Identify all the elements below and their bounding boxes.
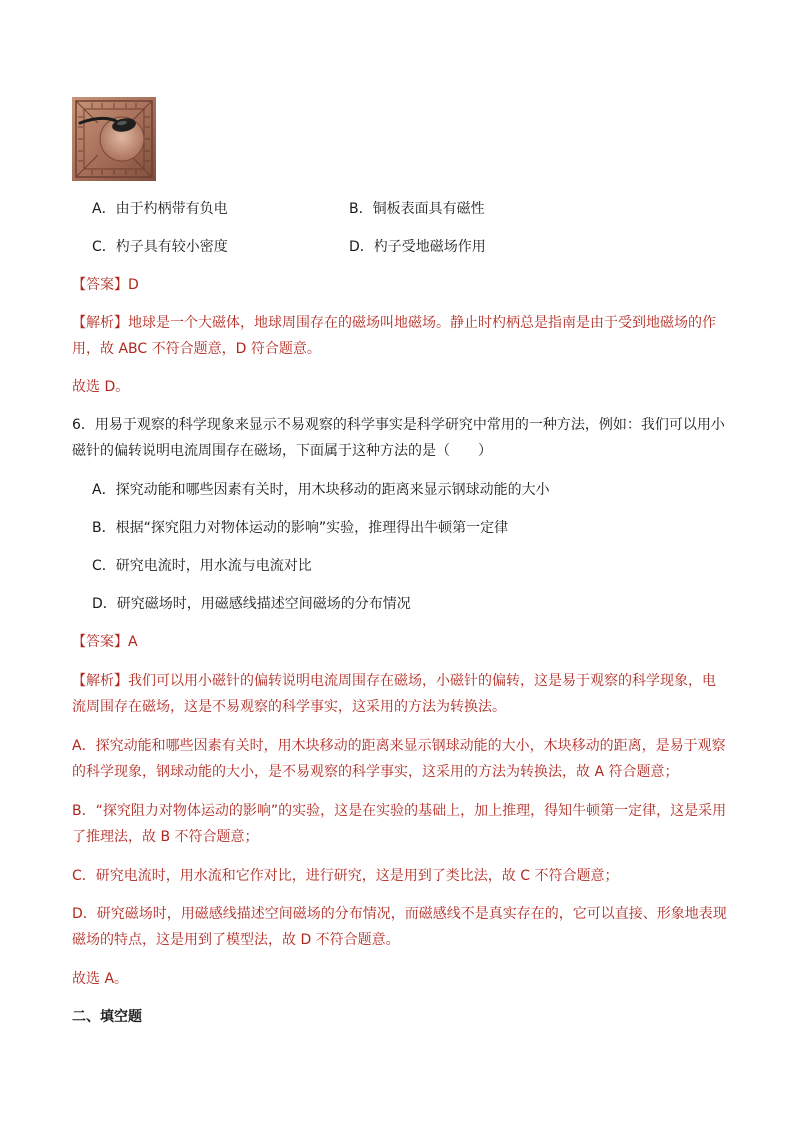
analysis-tag: 【解析】 — [72, 315, 128, 331]
compass-illustration — [72, 97, 156, 181]
answer-line — [72, 629, 138, 655]
analysis-option-a-continued: 的科学现象，钢球动能的大小，是不易观察的科学事实，这采用的方法为转换法，故 A 符合题意； — [72, 764, 679, 780]
answer-value: D — [128, 277, 139, 293]
analysis-text: 我们可以用小磁针的偏转说明电流周围存在磁场，小磁针的偏转，这是易于观察的科学现象，电 — [128, 673, 716, 689]
conclusion: 故选 D。 — [72, 379, 130, 395]
option-d: D．杓子受地磁场作用 — [349, 239, 486, 255]
analysis-option-c: C．研究电流时，用水流和它作对比，进行研究，这是用到了类比法，故 C 不符合题意； — [72, 868, 619, 884]
analysis-option-d-continued: 磁场的特点，这是用到了模型法，故 D 不符合题意。 — [72, 932, 400, 948]
answer-tag: 【答案】 — [72, 277, 128, 293]
option-b: B．根据“探究阻力对物体运动的影响”实验，推理得出牛顿第一定律 — [92, 520, 509, 536]
section-title: 二、填空题 — [72, 1009, 142, 1025]
answer-value: A — [128, 634, 138, 650]
analysis-tag: 【解析】 — [72, 673, 128, 689]
answer-line — [72, 272, 139, 298]
analysis-option-a: A．探究动能和哪些因素有关时，用木块移动的距离来显示钢球动能的大小，木块移动的距离，是易于观察 — [72, 738, 726, 754]
analysis-text: 地球是一个大磁体，地球周围存在的磁场叫地磁场。静止时杓柄总是指南是由于受到地磁场的作 — [128, 315, 716, 331]
option-c: C．研究电流时，用水流与电流对比 — [92, 558, 312, 574]
analysis-line — [72, 310, 716, 336]
analysis-option-b-continued: 了推理法，故 B 不符合题意； — [72, 829, 259, 845]
analysis-option-b: B．“探究阻力对物体运动的影响”的实验，这是在实验的基础上，加上推理，得知牛顿第一定律，这是采用 — [72, 803, 727, 819]
answer-tag: 【答案】 — [72, 634, 128, 650]
option-b: B．铜板表面具有磁性 — [349, 201, 485, 217]
analysis-option-d: D．研究磁场时，用磁感线描述空间磁场的分布情况，而磁感线不是真实存在的，它可以直接、形象地表现 — [72, 906, 727, 922]
option-d: D．研究磁场时，用磁感线描述空间磁场的分布情况 — [92, 596, 411, 612]
option-c: C．杓子具有较小密度 — [92, 239, 228, 255]
conclusion: 故选 A。 — [72, 971, 129, 987]
analysis-text-continued: 用，故 ABC 不符合题意，D 符合题意。 — [72, 341, 321, 357]
question-stem-continued: 磁针的偏转说明电流周围存在磁场，下面属于这种方法的是（ ） — [72, 443, 492, 459]
option-a: A．由于杓柄带有负电 — [92, 201, 228, 217]
option-a: A．探究动能和哪些因素有关时，用木块移动的距离来显示钢球动能的大小 — [92, 482, 550, 498]
si-nan-compass-image — [72, 97, 156, 181]
question-stem: 6．用易于观察的科学现象来显示不易观察的科学事实是科学研究中常用的一种方法，例如：我们可以用小 — [72, 417, 725, 433]
analysis-line — [72, 668, 716, 694]
analysis-text-continued: 流周围存在磁场，这是不易观察的科学事实，这采用的方法为转换法。 — [72, 699, 506, 715]
